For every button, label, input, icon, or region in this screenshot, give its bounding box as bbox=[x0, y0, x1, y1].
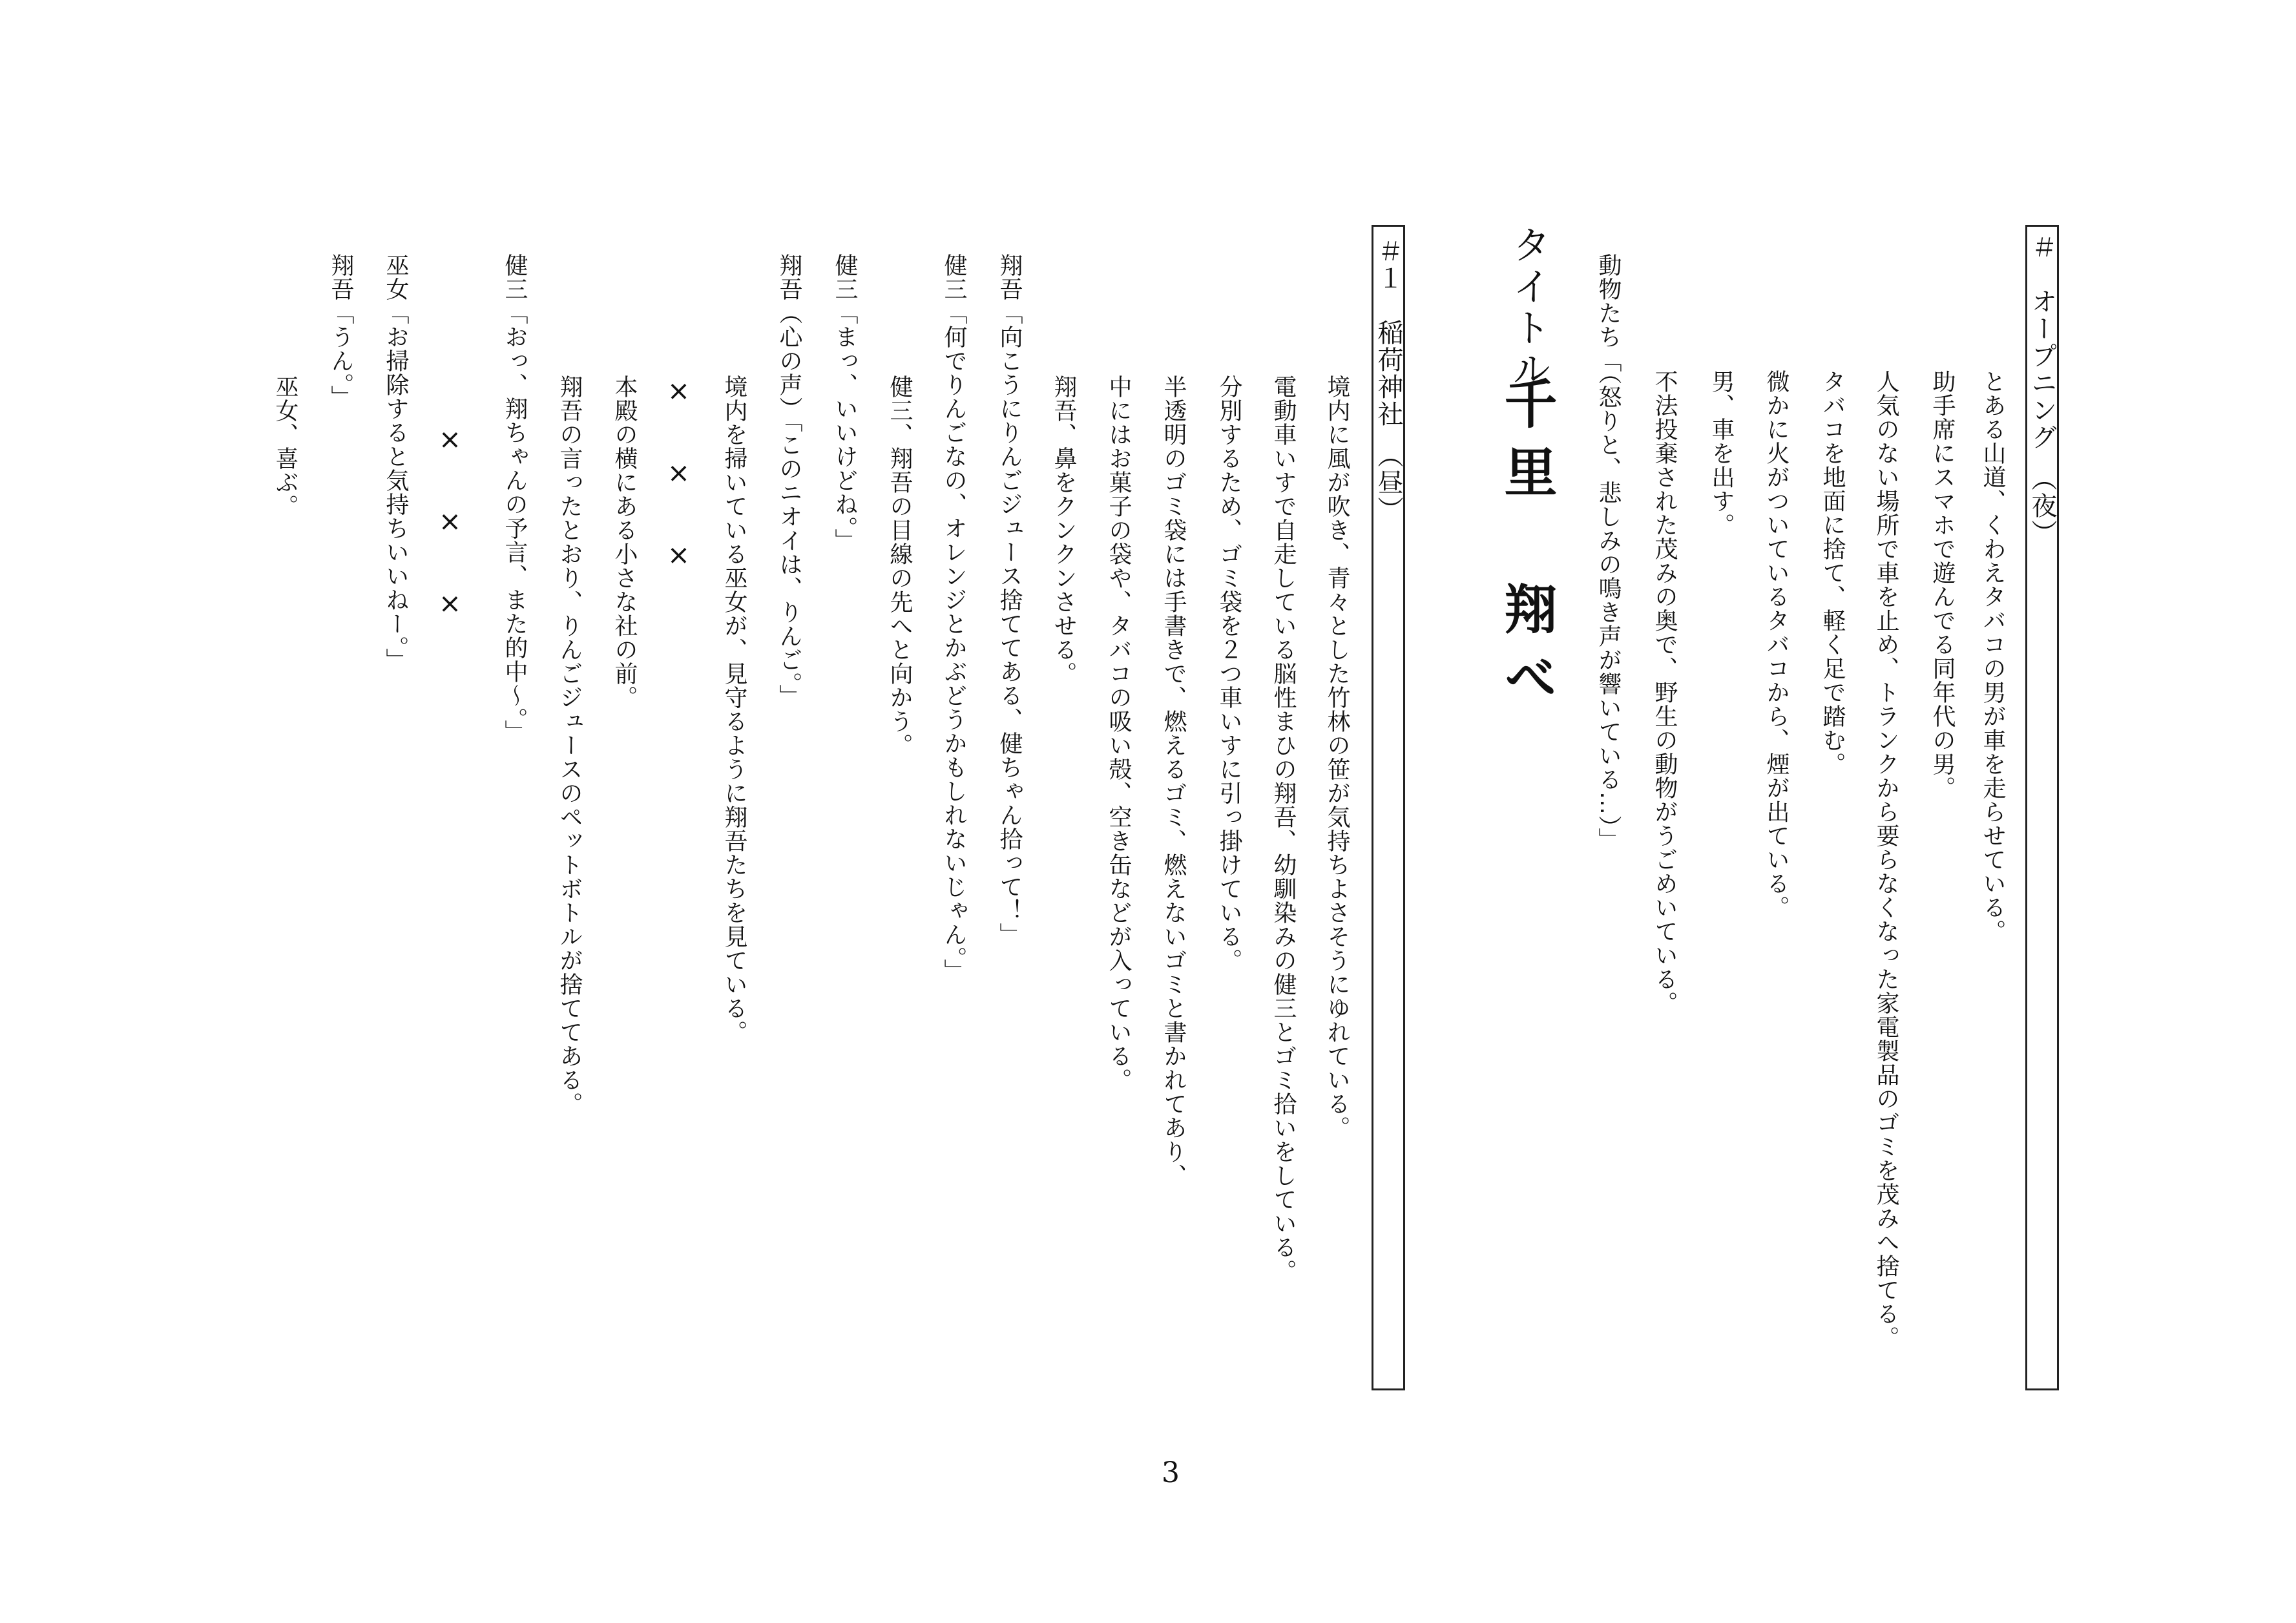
scene-break-2: × × × bbox=[434, 423, 466, 631]
title-label: タイトル bbox=[1506, 225, 1551, 390]
scene-1-line-16: 健三「おっ、翔ちゃんの予言、また的中〜。」 bbox=[501, 253, 528, 744]
scene-1-line-12: 境内を掃いている巫女が、見守るように翔吾たちを見ている。 bbox=[721, 375, 747, 1044]
scene-1-line-18: 巫女「お掃除すると気持ちいいねー。」 bbox=[382, 253, 409, 672]
opening-line-5: 微かに火がついているタバコから、煙が出ている。 bbox=[1763, 370, 1790, 919]
scene-1-line-5: 中にはお菓子の袋や、タバコの吸い殻、空き缶などが入っている。 bbox=[1105, 375, 1132, 1092]
scene-1-line-9: 健三、翔吾の目線の先へと向かう。 bbox=[886, 375, 913, 757]
animals-dialogue: 動物たち「（怒りと、悲しみの鳴き声が響いている…）」 bbox=[1595, 253, 1622, 852]
scene-1-line-19: 翔吾「うん。」 bbox=[328, 253, 354, 409]
scene-1-line-3: 分別するため、ゴミ袋を２つ車いすに引っ掛けている。 bbox=[1216, 375, 1242, 972]
scene-1-line-10: 健三「まっ、いいけどね。」 bbox=[831, 253, 858, 552]
opening-line-3: 人気のない場所で車を止め、トランクから要らなくなった家電製品のゴミを茂みへ捨てる。 bbox=[1873, 370, 1899, 1350]
scene-1-line-14: 本殿の横にある小さな社の前。 bbox=[611, 375, 638, 709]
opening-line-2: 助手席にスマホで遊んでる同年代の男。 bbox=[1929, 370, 1956, 800]
title-name: 千里 翔べ bbox=[1496, 376, 1558, 718]
scene-1-heading: ＃１ 稲荷神社 （昼） bbox=[1373, 238, 1403, 523]
scene-1-line-1: 境内に風が吹き、青々とした竹林の笹が気持ちよさそうにゆれている。 bbox=[1324, 375, 1350, 1140]
opening-line-6: 男、車を出す。 bbox=[1708, 370, 1735, 537]
scene-1-line-20: 巫女、喜ぶ。 bbox=[272, 375, 298, 518]
scene-1-line-11: 翔吾（心の声）「このニオイは、りんご。」 bbox=[776, 253, 802, 708]
scene-1-line-7: 翔吾「向こうにりんごジュース捨ててある、健ちゃん拾って！」 bbox=[996, 253, 1023, 947]
scene-1-line-2: 電動車いすで自走している脳性まひの翔吾、幼馴染みの健三とゴミ拾いをしている。 bbox=[1270, 375, 1297, 1283]
scene-1-line-6: 翔吾、鼻をクンクンさせる。 bbox=[1050, 375, 1077, 686]
opening-line-7: 不法投棄された茂みの奥で、野生の動物がうごめいている。 bbox=[1651, 370, 1678, 1015]
scene-break-1: × × × bbox=[663, 375, 694, 582]
opening-line-4: タバコを地面に捨て、軽く足で踏む。 bbox=[1819, 370, 1846, 776]
page-number: 3 bbox=[1162, 1456, 1180, 1489]
opening-heading: ＃ オープニング （夜） bbox=[2027, 234, 2057, 547]
scene-1-line-8: 健三「何でりんごなの、オレンジとかぶどうかもしれないじゃん。」 bbox=[941, 253, 967, 983]
opening-line-1: とある山道、くわえタバコの男が車を走らせている。 bbox=[1979, 370, 2006, 943]
scene-1-line-4: 半透明のゴミ袋には手書きで、燃えるゴミ、燃えないゴミと書かれてあり、 bbox=[1160, 375, 1187, 1188]
scene-1-line-15: 翔吾の言ったとおり、りんごジュースのペットボトルが捨ててある。 bbox=[556, 375, 583, 1116]
